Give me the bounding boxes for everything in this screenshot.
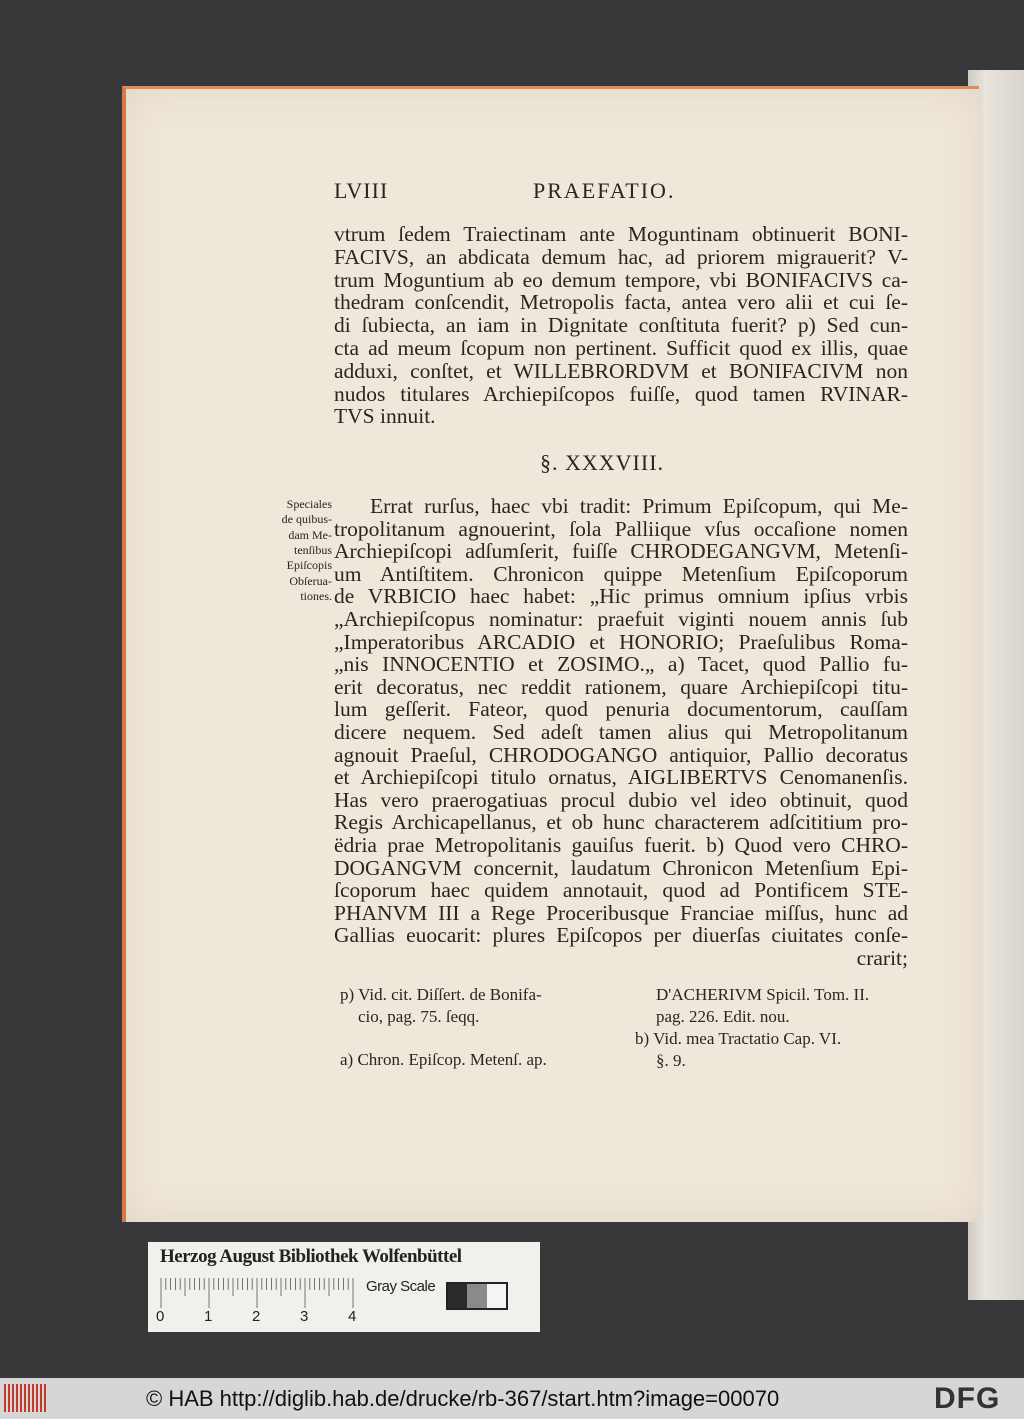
- text-line: agnouit Praeſul, CHRODOGANGO antiquior, Pallio decoratus: [334, 742, 908, 767]
- gray-swatch: [467, 1284, 486, 1308]
- footnote-line: cio, pag. 75. ſeqq.: [358, 1007, 480, 1026]
- margin-note-line: dam Me-: [288, 527, 332, 542]
- text-line: um Antiſtitem. Chronicon quippe Metenſium Epiſcoporum: [334, 561, 908, 586]
- text-line: et Archiepiſcopi titulo ornatus, AIGLIBERTVS Cenomanenſis.: [334, 765, 908, 790]
- text-line: „Imperatoribus ARCADIO et HONORIO; Praeſulibus Roma-: [334, 629, 908, 654]
- margin-note-line: Speciales: [286, 497, 332, 511]
- margin-note-line: de quibus-: [281, 512, 332, 527]
- running-title: PRAEFATIO.: [533, 178, 676, 203]
- section-heading: §. XXXVIII.: [540, 450, 665, 475]
- footnote-line: b) Vid. mea Tractatio Cap. VI.: [635, 1029, 842, 1048]
- footnote-line: a) Chron. Epiſcop. Metenſ. ap.: [340, 1050, 547, 1069]
- footnote-line: pag. 226. Edit. nou.: [656, 1007, 790, 1026]
- gray-scale-label: Gray Scale: [366, 1278, 436, 1295]
- text-line: dicere nequem. Sed adeſt tamen alius qui Metropolitanum: [334, 720, 908, 744]
- text-line: „Archiepiſcopus nominatur: praefuit viginti nouem annis ſub: [334, 607, 908, 631]
- footer-bar: [0, 1378, 1024, 1419]
- text-line: di ſubiecta, an iam in Dignitate conſtituta fuerit? p) Sed cun-: [334, 313, 908, 338]
- text-line: PHANVM III a Rege Proceribusque Franciae miſſus, hunc ad: [334, 900, 908, 925]
- gray-swatch: [448, 1284, 467, 1308]
- text-line: trum Moguntium ab eo demum tempore, vbi BONIFACIVS ca-: [334, 267, 908, 292]
- text-line: Regis Archicapellanus, et ob hunc characterem adſcititium pro-: [334, 810, 908, 835]
- text-line: nudos titulares Archiepiſcopos fuiſſe, quod tamen RVINAR-: [334, 381, 908, 406]
- ruler-label: 3: [300, 1308, 309, 1325]
- gray-swatch: [487, 1284, 506, 1308]
- text-line: Errat rurſus, haec vbi tradit: Primum Epiſcopum, qui Me-: [370, 494, 908, 518]
- ruler-label: 0: [156, 1308, 165, 1325]
- text-line: FACIVS, an abdicata demum hac, ad priorem migrauerit? V-: [334, 244, 908, 269]
- text-line: ſcoporum haec quidem annotauit, quod ad Pontificem STE-: [334, 878, 908, 903]
- ruler-label: 2: [252, 1308, 261, 1325]
- text-line: ëdria prae Metropolitanis gauiſus fuerit. b) Quod vero CHRO-: [334, 833, 908, 857]
- text-line: erit decoratus, nec reddit rationem, quare Archiepiſcopi titu-: [334, 674, 908, 699]
- scan-reference-card: [148, 1242, 540, 1332]
- text-line: „nis INNOCENTIO et ZOSIMO.„ a) Tacet, quod Pallio fu-: [334, 652, 908, 677]
- text-line: de VRBICIO haec habet: „Hic primus omnium ipſius vrbis: [334, 584, 908, 609]
- copyright-link[interactable]: © HAB http://diglib.hab.de/drucke/rb-367/start.htm?image=00070: [146, 1386, 780, 1411]
- text-line: Archiepiſcopi adſumſerit, fuiſſe CHRODEGANGVM, Metenſi-: [334, 539, 908, 564]
- text-line: Gallias euocarit: plures Epiſcopos per diuerſas ciuitates conſe-: [334, 923, 908, 948]
- hab-logo-icon: [4, 1384, 46, 1412]
- ruler-label: 1: [204, 1308, 213, 1325]
- footnote-line: p) Vid. cit. Diſſert. de Bonifa-: [340, 985, 542, 1004]
- margin-note-line: Obſerua-: [289, 573, 332, 588]
- ruler-label: 4: [348, 1308, 357, 1325]
- footnote-line: §. 9.: [656, 1051, 686, 1070]
- margin-note-line: Epiſcopis: [286, 558, 332, 573]
- text-line: crarit;: [856, 946, 908, 970]
- margin-note-line: tiones.: [300, 588, 332, 603]
- dfg-logo: DFG: [934, 1382, 1001, 1415]
- text-line: Has vero praerogatiuas procul dubio vel ideo obtinuit, quod: [334, 787, 908, 812]
- text-line: cta ad meum ſcopum non pertinent. Sufficit quod ex illis, quae: [334, 336, 908, 360]
- text-line: DOGANGVM concernit, laudatum Chronicon Metenſium Epi-: [334, 855, 908, 880]
- text-line: adduxi, conſtet, et WILLEBRORDVM et BONIFACIVM non: [334, 358, 908, 383]
- text-line: thedram conſcendit, Metropolis facta, antea vero alii et cui ſe-: [334, 290, 908, 315]
- text-line: tropolitanum agnouerint, ſola Palliique vſus occaſione nomen: [334, 516, 908, 541]
- library-name: Herzog August Bibliothek Wolfenbüttel: [160, 1246, 462, 1267]
- footnote-line: D'ACHERIVM Spicil. Tom. II.: [656, 985, 870, 1004]
- page-number: LVIII: [334, 178, 389, 203]
- gray-scale-swatches: [446, 1282, 508, 1310]
- text-line: TVS innuit.: [334, 404, 436, 429]
- text-line: vtrum ſedem Traiectinam ante Moguntinam obtinuerit BONI-: [334, 222, 908, 246]
- text-line: lum geſſerit. Fateor, quod penuria documentorum, cauſſam: [334, 697, 908, 722]
- margin-note-line: tenſibus: [294, 542, 332, 557]
